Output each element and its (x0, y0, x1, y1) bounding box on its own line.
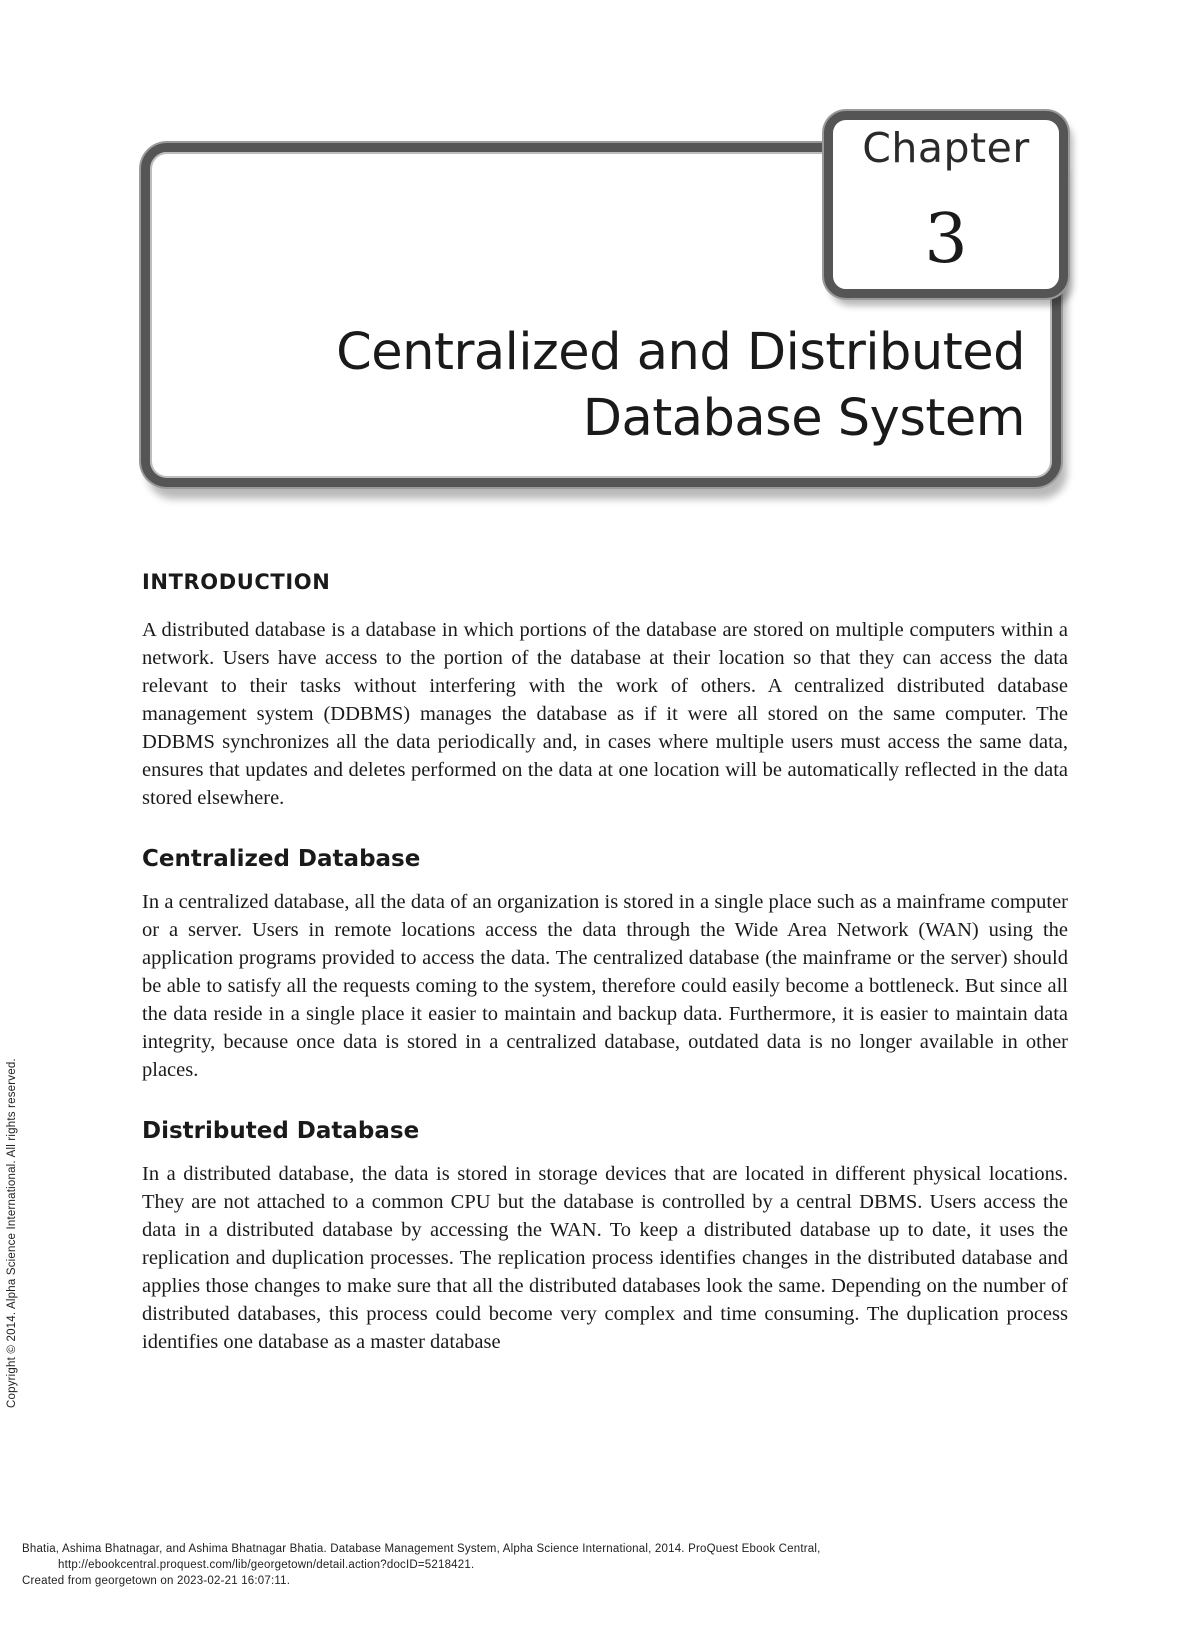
chapter-label: Chapter (862, 124, 1030, 172)
footer-citation-line-1: Bhatia, Ashima Bhatnagar, and Ashima Bhatnagar Bhatia. Database Management System, Alpha Science International, 2014. ProQuest Ebook Central, (22, 1543, 821, 1555)
chapter-number-box (824, 111, 1068, 298)
introduction-paragraph: A distributed database is a database in which portions of the database are stored on multiple computers within a network. Users have access to the portion of the database at their location so that they can access the data relevant to their tasks without interfering with the work of others. A centralized distributed database management system (DDBMS) manages the database as if it were all stored on the same computer. The DDBMS synchronizes all the data periodically and, in cases where multiple users must access the same data, ensures that updates and deletes performed on the data at one location will be automatically reflected in the data stored elsewhere. (142, 619, 1068, 809)
footer-created-line: Created from georgetown on 2023-02-21 16:07:11. (22, 1575, 291, 1587)
introduction-heading: INTRODUCTION (142, 570, 331, 594)
distributed-database-heading: Distributed Database (142, 1118, 420, 1144)
distributed-database-paragraph: In a distributed database, the data is stored in storage devices that are located in different physical locations. They are not attached to a common CPU but the database is controlled by a central DBMS. Users access the data in a distributed database by accessing the WAN. To keep a distributed database up to date, it uses the replication and duplication processes. The replication process identifies changes in the distributed database and applies those changes to make sure that all the distributed databases look the same. Depending on the number of distributed databases, this process could become very complex and time consuming. The duplication process identifies one database as a master database (142, 1163, 1068, 1353)
centralized-database-paragraph: In a centralized database, all the data of an organization is stored in a single place such as a mainframe computer or a server. Users in remote locations access the data through the Wide Area Network (WAN) using the application programs provided to access the data. The centralized database (the mainframe or the server) should be able to satisfy all the requests coming to the system, therefore could easily become a bottleneck. But since all the data reside in a single place it easier to maintain and backup data. Furthermore, it is easier to maintain data integrity, because once data is stored in a centralized database, outdated data is no longer available in other places. (142, 891, 1068, 1081)
chapter-number: 3 (924, 200, 968, 279)
chapter-title-line-2: Database System (582, 389, 1025, 448)
footer-citation-url[interactable]: http://ebookcentral.proquest.com/lib/georgetown/detail.action?docID=5218421. (58, 1559, 475, 1571)
chapter-title-line-1: Centralized and Distributed (336, 323, 1025, 382)
centralized-database-heading: Centralized Database (142, 846, 421, 872)
page-body (142, 570, 1068, 1390)
chapter-title (265, 320, 1025, 452)
footer-citation (22, 1541, 1172, 1589)
side-copyright-notice: Copyright © 2014. Alpha Science International. All rights reserved. (6, 1058, 18, 1408)
